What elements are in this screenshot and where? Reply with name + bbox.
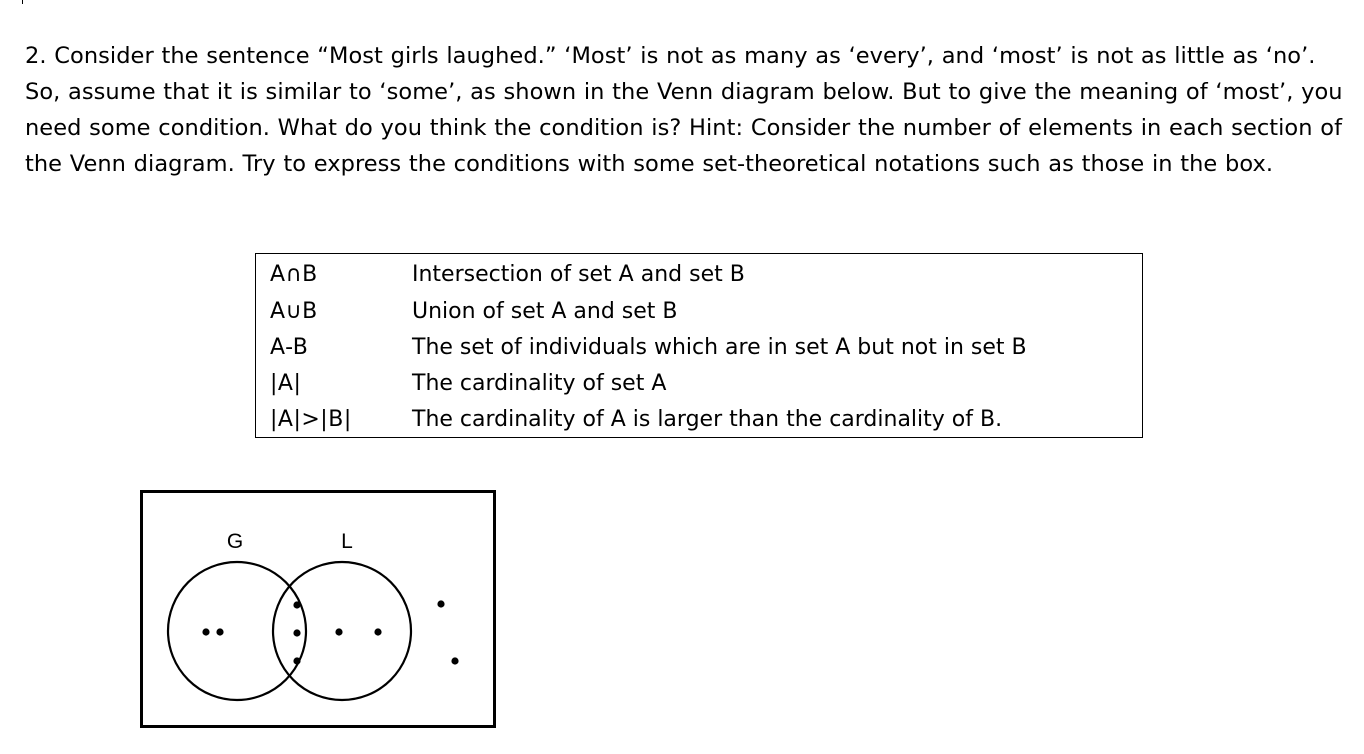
set-circle-g (168, 562, 306, 700)
element-dot-only-g (202, 628, 209, 635)
element-dot-intersection (293, 657, 300, 664)
element-dot-only-g (216, 628, 223, 635)
notation-symbol: A∩B (270, 262, 318, 287)
notation-description: Intersection of set A and set B (412, 262, 745, 287)
notation-symbol: A-B (270, 335, 309, 360)
notation-row-intersection (256, 257, 1142, 293)
element-dot-outside (437, 600, 444, 607)
notation-description: Union of set A and set B (412, 299, 678, 324)
element-dot-only-l (374, 628, 381, 635)
text-cursor-mark (22, 0, 23, 4)
notation-row-comparison (256, 402, 1142, 438)
notation-symbol: A∪B (270, 299, 318, 324)
set-label-l: L (341, 530, 353, 553)
notation-description: The set of individuals which are in set A but not in set B (412, 335, 1027, 360)
notation-row-difference (256, 330, 1142, 366)
notation-symbol: |A|>|B| (270, 407, 352, 432)
venn-diagram (140, 490, 496, 728)
element-dot-outside (451, 657, 458, 664)
notation-row-union (256, 294, 1142, 330)
element-dot-intersection (293, 629, 300, 636)
question-paragraph: 2. Consider the sentence “Most girls laughed.” ‘Most’ is not as many as ‘every’, and ‘most’ is not as little as ‘no’. So, assume that it is similar to ‘some’, as shown in the Venn diagram below. But to give the meaning of ‘most’, you need some condition. What do you think the condition is? Hint: Consider the number of elements in each section of the Venn diagram. Try to express the conditions with some set-theoretical notations such as those in the box. (25, 43, 1343, 177)
notation-row-cardinality (256, 366, 1142, 402)
set-label-g: G (226, 530, 244, 553)
element-dot-intersection (293, 601, 300, 608)
notation-description: The cardinality of A is larger than the cardinality of B. (412, 407, 1003, 432)
element-dot-only-l (335, 628, 342, 635)
notation-description: The cardinality of set A (412, 371, 667, 396)
universe-box (142, 492, 495, 727)
notation-symbol: |A| (270, 371, 302, 396)
notation-table (255, 253, 1143, 438)
